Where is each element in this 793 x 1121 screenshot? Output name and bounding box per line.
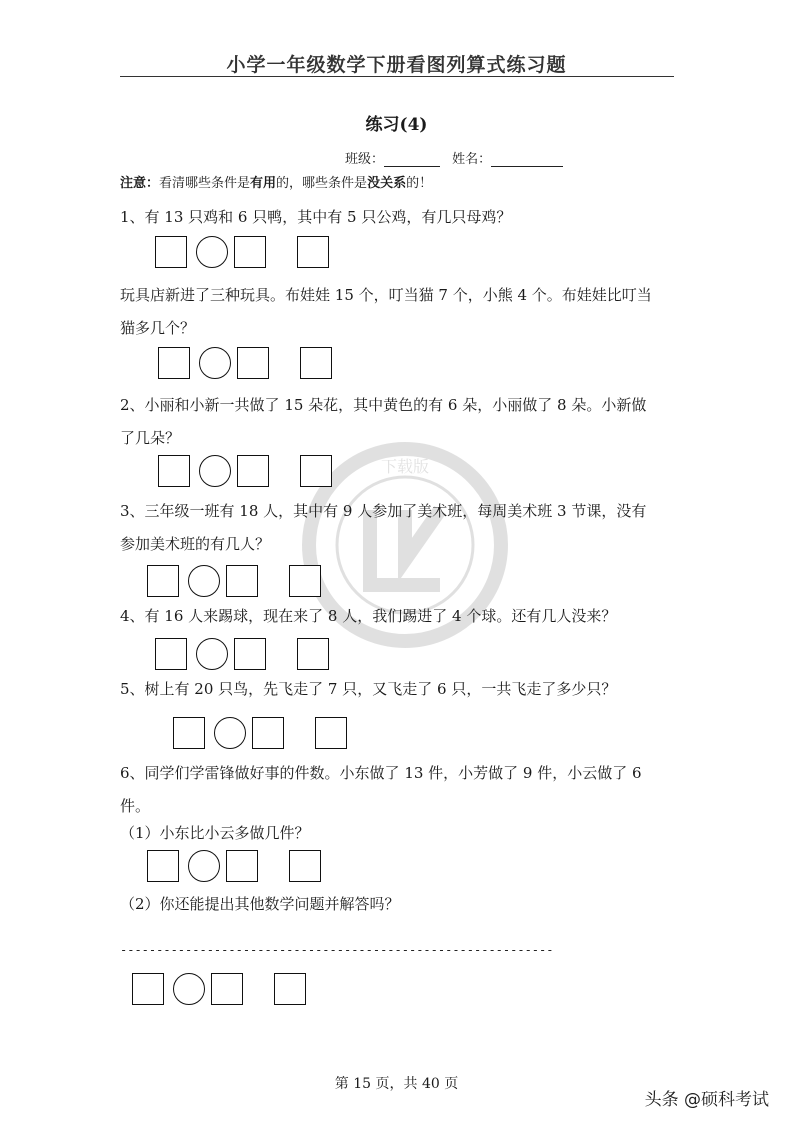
result-box[interactable] bbox=[289, 565, 321, 597]
answer-box[interactable] bbox=[147, 565, 179, 597]
student-info-row bbox=[345, 148, 563, 167]
exercise-title: 练习(4) bbox=[365, 115, 428, 135]
question-2-line-2: 了几朵？ bbox=[120, 429, 181, 447]
answer-box[interactable] bbox=[234, 638, 266, 670]
operator-circle[interactable] bbox=[188, 850, 220, 882]
note-irrelevant: 没关系 bbox=[367, 176, 407, 191]
result-box[interactable] bbox=[289, 850, 321, 882]
class-blank bbox=[384, 152, 440, 167]
name-blank bbox=[491, 152, 563, 167]
attention-note bbox=[120, 172, 432, 191]
operator-circle[interactable] bbox=[196, 638, 228, 670]
question-5: 5、树上有 20 只鸟，先飞走了 7 只，又飞走了 6 只，一共飞走了多少只？ bbox=[120, 680, 617, 698]
question-4: 4、有 16 人来踢球，现在来了 8 人，我们踢进了 4 个球。还有几人没来？ bbox=[120, 607, 617, 625]
operator-circle[interactable] bbox=[199, 455, 231, 487]
question-6-sub-1: （1）小东比小云多做几件？ bbox=[120, 824, 310, 842]
result-box[interactable] bbox=[297, 236, 329, 268]
watermark-brand: 头条 @硕科考试 bbox=[639, 1083, 775, 1112]
dashed-answer-line: ------------------------------------------------------------ bbox=[120, 943, 554, 957]
question-1b-line-2: 猫多几个？ bbox=[120, 319, 196, 337]
name-label: 姓名： bbox=[452, 152, 492, 167]
question-6-sub-2: （2）你还能提出其他数学问题并解答吗？ bbox=[120, 895, 400, 913]
note-useful: 有用 bbox=[250, 176, 277, 191]
operator-circle[interactable] bbox=[173, 973, 205, 1005]
result-box[interactable] bbox=[315, 717, 347, 749]
question-1: 1、有 13 只鸡和 6 只鸭，其中有 5 只公鸡，有几只母鸡？ bbox=[120, 208, 512, 226]
operator-circle[interactable] bbox=[188, 565, 220, 597]
document-header-title: 小学一年级数学下册看图列算式练习题 bbox=[226, 54, 567, 76]
note-text-3: 的！ bbox=[406, 176, 433, 191]
result-box[interactable] bbox=[300, 455, 332, 487]
operator-circle[interactable] bbox=[196, 236, 228, 268]
answer-box[interactable] bbox=[173, 717, 205, 749]
note-text-2: 的，哪些条件是 bbox=[276, 176, 368, 191]
answer-shapes bbox=[158, 455, 338, 489]
result-box[interactable] bbox=[274, 973, 306, 1005]
result-box[interactable] bbox=[300, 347, 332, 379]
note-text-1: 看清哪些条件是 bbox=[159, 176, 251, 191]
answer-box[interactable] bbox=[155, 236, 187, 268]
answer-box[interactable] bbox=[155, 638, 187, 670]
note-prefix: 注意： bbox=[120, 176, 160, 191]
answer-box[interactable] bbox=[226, 850, 258, 882]
answer-box[interactable] bbox=[234, 236, 266, 268]
answer-box[interactable] bbox=[132, 973, 164, 1005]
answer-shapes bbox=[147, 850, 327, 884]
question-6-line-1: 6、同学们学雷锋做好事的件数。小东做了 13 件，小芳做了 9 件，小云做了 6 bbox=[120, 764, 642, 782]
answer-box[interactable] bbox=[252, 717, 284, 749]
answer-shapes bbox=[155, 236, 335, 270]
answer-shapes bbox=[158, 347, 338, 381]
answer-box[interactable] bbox=[237, 455, 269, 487]
answer-box[interactable] bbox=[147, 850, 179, 882]
answer-box[interactable] bbox=[226, 565, 258, 597]
answer-box[interactable] bbox=[158, 347, 190, 379]
answer-box[interactable] bbox=[158, 455, 190, 487]
page-number: 第 15 页，共 40 页 bbox=[334, 1076, 459, 1092]
watermark-seal-text: 下载版 bbox=[380, 457, 430, 476]
answer-shapes bbox=[147, 565, 327, 599]
result-box[interactable] bbox=[297, 638, 329, 670]
question-3-line-1: 3、三年级一班有 18 人，其中有 9 人参加了美术班，每周美术班 3 节课，没有 bbox=[120, 502, 647, 520]
operator-circle[interactable] bbox=[199, 347, 231, 379]
question-1b-line-1: 玩具店新进了三种玩具。布娃娃 15 个，叮当猫 7 个，小熊 4 个。布娃娃比叮当 bbox=[120, 286, 652, 304]
question-6-line-2: 件。 bbox=[120, 797, 151, 815]
answer-shapes bbox=[173, 717, 353, 751]
question-3-line-2: 参加美术班的有几人？ bbox=[120, 535, 271, 553]
header-rule bbox=[120, 76, 674, 77]
answer-box[interactable] bbox=[237, 347, 269, 379]
operator-circle[interactable] bbox=[214, 717, 246, 749]
answer-shapes bbox=[132, 973, 312, 1007]
question-2-line-1: 2、小丽和小新一共做了 15 朵花，其中黄色的有 6 朵，小丽做了 8 朵。小新做 bbox=[120, 396, 647, 414]
class-label: 班级： bbox=[345, 152, 385, 167]
answer-shapes bbox=[155, 638, 335, 672]
answer-box[interactable] bbox=[211, 973, 243, 1005]
